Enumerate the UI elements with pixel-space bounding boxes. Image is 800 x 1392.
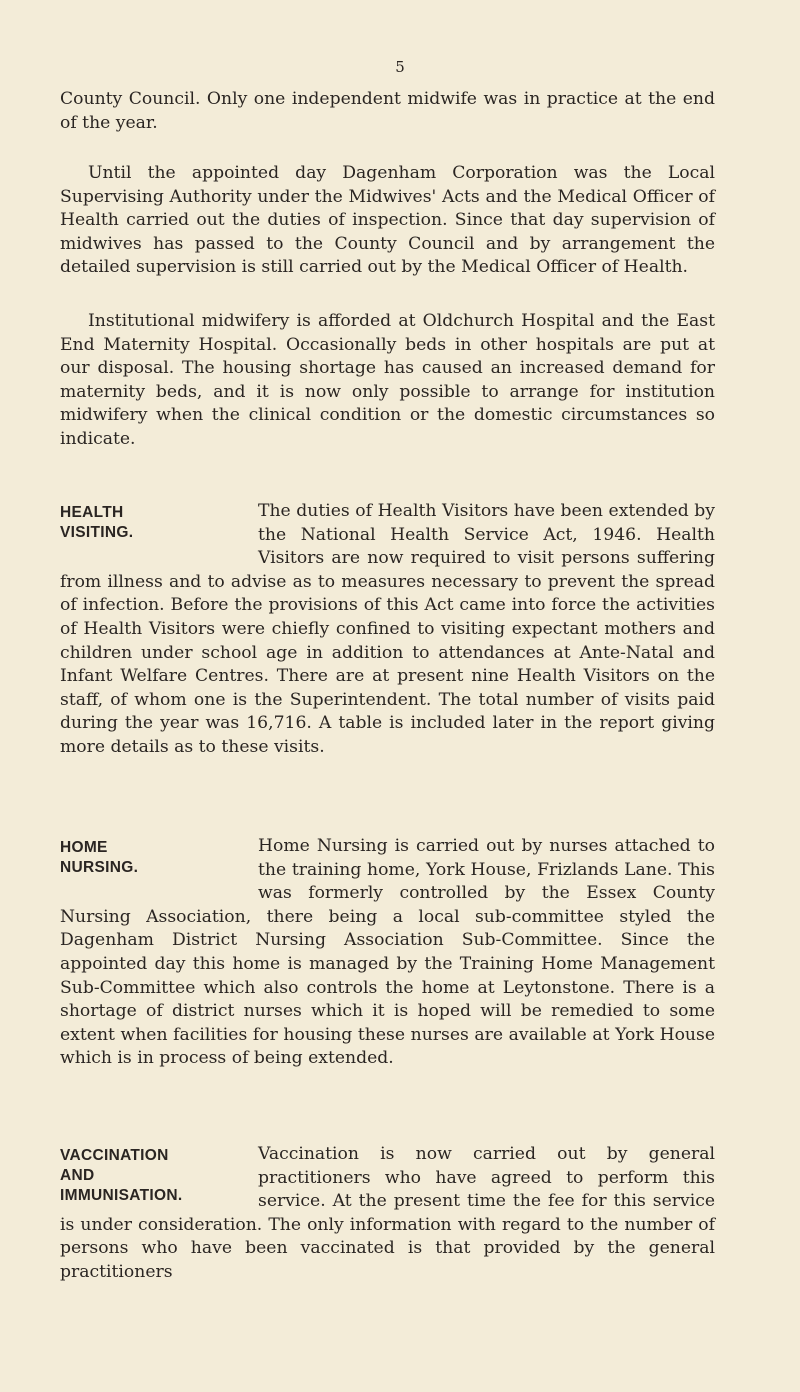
paragraph-institutional <box>60 310 715 452</box>
heading-line: IMMUNISATION. <box>60 1187 183 1204</box>
heading-line: AND <box>60 1167 95 1184</box>
section-body-health-visiting: The duties of Health Visitors have been extended by the National Health Service Act, 1946. Health Visitors are now required to visit persons suffering from illness and to advise as to measures necessary to prevent the spread of infection. Before the provisions of this Act came into force the activities of Health Visitors were chiefly confined to visiting expectant mothers and children under school age in addition to attendances at Ante-Natal and Infant Welfare Centres. There are at present nine Health Visitors on the staff, of whom one is the Superintendent. The total number of visits paid during the year was 16,716. A table is included later in the report giving more details as to these visits. <box>60 501 715 757</box>
section-heading-health-visiting <box>60 503 250 543</box>
heading-line: HEALTH <box>60 504 124 521</box>
heading-line: VISITING. <box>60 524 134 541</box>
section-heading-vaccination <box>60 1146 250 1206</box>
section-body-home-nursing: Home Nursing is carried out by nurses attached to the training home, York House, Frizlands Lane. This was formerly controlled by the Essex County Nursing Association, there being a local sub-committee styled the Dagenham District Nursing Association Sub-Committee. Since the appointed day this home is managed by the Training Home Management Sub-Committee which also controls the home at Leytonstone. There is a shortage of district nurses which it is hoped will be remedied to some extent when facilities for housing these nurses are available at York House which is in process of being extended. <box>60 836 715 1069</box>
page-number: 5 <box>395 58 405 76</box>
section-health-visiting <box>60 500 715 760</box>
section-home-nursing <box>60 835 715 1071</box>
heading-line: NURSING. <box>60 859 139 876</box>
section-heading-home-nursing <box>60 838 250 878</box>
paragraph-supervision <box>60 162 715 280</box>
paragraph-intro-text: County Council. Only one independent midwife was in practice at the end of the year. <box>60 89 715 133</box>
section-body-vaccination: Vaccination is now carried out by general practitioners who have agreed to perform this service. At the present time the fee for this service is under consideration. The only information with regard to the number of persons who have been vaccinated is that provided by the general practitioners <box>60 1144 715 1282</box>
paragraph-intro <box>60 88 715 135</box>
section-vaccination <box>60 1143 715 1285</box>
paragraph-institutional-text: Institutional midwifery is afforded at Oldchurch Hospital and the East End Maternity Hospital. Occasionally beds in other hospitals are put at our disposal. The housing shortage has caused an increased demand for maternity beds, and it is now only possible to arrange for institution midwifery when the clinical condition or the domestic circumstances so indicate. <box>60 311 715 449</box>
heading-line: HOME <box>60 839 108 856</box>
heading-line: VACCINATION <box>60 1147 169 1164</box>
paragraph-supervision-text: Until the appointed day Dagenham Corporation was the Local Supervising Authority under the Midwives' Acts and the Medical Officer of Health carried out the duties of inspection. Since that day supervision of midwives has passed to the County Council and by arrangement the detailed supervision is still carried out by the Medical Officer of Health. <box>60 163 715 278</box>
